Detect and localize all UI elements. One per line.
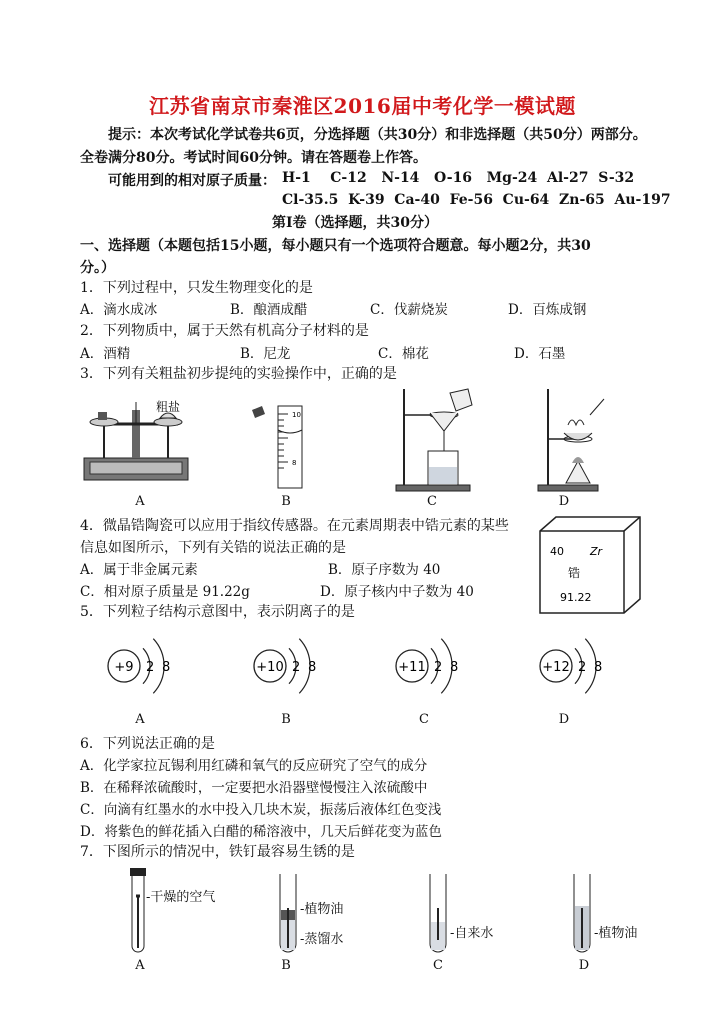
q1-stem: 1．下列过程中，只发生物理变化的是 (80, 280, 313, 296)
q7-caption-a: A (135, 958, 145, 973)
q7-label-tap-water-text: 自来水 (454, 926, 494, 941)
q7-tube-d (568, 870, 598, 960)
atomic-mass-row-1: H-1 C-12 N-14 O-16 Mg-24 Al-27 S-32 (282, 170, 635, 186)
q5-shell-electrons: 2 (292, 660, 301, 675)
q6-option-d: D．将紫色的鲜花插入白醋的稀溶液中，几天后鲜花变为蓝色 (80, 824, 442, 840)
q5-shell-electrons: 2 (434, 660, 443, 675)
section-one-line-2: 分。） (80, 260, 115, 276)
q7-caption-c: C (433, 958, 443, 973)
q3-caption-b: B (281, 494, 291, 509)
q5-ion-diagrams (80, 622, 640, 712)
q5-nucleus-charge: +12 (542, 660, 570, 675)
q5-shell-electrons: 2 (146, 660, 155, 675)
q4-element-symbol: Zr (590, 545, 603, 558)
q5-shell-electrons: 2 (578, 660, 587, 675)
q7-label-oil-d: -植物油 (594, 926, 638, 941)
q5-caption-d: D (558, 712, 570, 727)
q7-label-dry-air: -干燥的空气 (146, 890, 216, 905)
q7-label-distilled-water-text: 蒸馏水 (304, 932, 344, 947)
atomic-mass-row-2: Cl-35.5 K-39 Ca-40 Fe-56 Cu-64 Zn-65 Au-197 (282, 192, 671, 208)
q6-option-a: A．化学家拉瓦锡利用红磷和氧气的反应研究了空气的成分 (80, 758, 428, 774)
q4-option-a: A．属于非金属元素 (80, 562, 198, 578)
q3-figure-cylinder (248, 402, 312, 490)
q3-figure-filtration (390, 385, 480, 493)
q7-label-oil-b-text: 植物油 (304, 902, 344, 917)
q5-caption-b: B (281, 712, 291, 727)
q2-option-a: A．酒精 (80, 346, 131, 362)
q3-scale-8: 8 (292, 459, 297, 467)
q6-option-c: C．向滴有红墨水的水中投入几块木炭，振荡后液体红色变浅 (80, 802, 442, 818)
q1-option-a: A．滴水成冰 (80, 302, 158, 318)
q5-nucleus-charge: +11 (398, 660, 426, 675)
q4-option-d: D．原子核内中子数为 40 (320, 584, 474, 600)
q4-option-c: C．相对原子质量是 91.22g (80, 584, 250, 600)
q7-label-dry-air-text: 干燥的空气 (150, 890, 216, 905)
notice-line-2: 全卷满分80分。考试时间60分钟。请在答题卷上作答。 (80, 150, 427, 166)
q7-stem: 7．下图所示的情况中，铁钉最容易生锈的是 (80, 844, 355, 860)
q6-option-b: B．在稀释浓硫酸时，一定要把水沿器壁慢慢注入浓硫酸中 (80, 780, 428, 796)
q5-caption-c: C (419, 712, 429, 727)
q2-option-c: C．棉花 (378, 346, 429, 362)
q4-stem-line-2: 信息如图所示，下列有关锆的说法正确的是 (80, 540, 346, 556)
q1-option-d: D．百炼成钢 (508, 302, 587, 318)
q2-option-b: B．尼龙 (240, 346, 291, 362)
q5-stem: 5．下列粒子结构示意图中，表示阴离子的是 (80, 604, 355, 620)
q4-stem-line-1: 4．微晶锆陶瓷可以应用于指纹传感器。在元素周期表中锆元素的某些 (80, 518, 509, 534)
q1-option-c: C．伐薪烧炭 (370, 302, 448, 318)
q2-option-d: D．石墨 (514, 346, 566, 362)
q3-caption-c: C (427, 494, 437, 509)
q5-nucleus-charge: +10 (256, 660, 284, 675)
q5-nucleus-charge: +9 (114, 660, 134, 675)
notice-line-1: 提示：本次考试化学试卷共6页，分选择题（共30分）和非选择题（共50分）两部分。 (108, 127, 647, 143)
q4-element-card (538, 515, 644, 615)
q5-shell-electrons: 8 (308, 660, 317, 675)
q3-caption-d: D (558, 494, 570, 509)
q4-atomic-mass: 91.22 (560, 591, 592, 604)
part-one-heading: 第Ⅰ卷（选择题，共30分） (272, 215, 439, 231)
q3-figure-evaporation (534, 385, 614, 493)
q3-caption-a: A (135, 494, 145, 509)
q4-atomic-number: 40 (550, 545, 564, 558)
exam-title: 江苏省南京市秦淮区2016届中考化学一模试题 (149, 94, 576, 118)
q5-ion-b (254, 639, 316, 694)
q7-label-oil-b: -植物油 (300, 902, 344, 917)
q5-ion-a (108, 639, 170, 694)
q7-label-distilled-water: -蒸馏水 (300, 932, 344, 947)
q3-scale-10: 10 (292, 411, 301, 419)
q3-salt-label: 粗盐 (156, 400, 181, 414)
section-one-line-1: 一、选择题（本题包括15小题，每小题只有一个选项符合题意。每小题2分，共30 (80, 238, 591, 254)
q5-shell-electrons: 8 (450, 660, 459, 675)
q7-label-tap-water: -自来水 (450, 926, 494, 941)
q5-shell-electrons: 8 (594, 660, 603, 675)
q1-option-b: B．酿酒成醋 (230, 302, 308, 318)
q7-tube-a (124, 866, 154, 956)
q5-shell-electrons: 8 (162, 660, 171, 675)
q5-ion-c (396, 639, 458, 694)
q6-stem: 6．下列说法正确的是 (80, 736, 215, 752)
q7-caption-b: B (281, 958, 291, 973)
q5-caption-a: A (135, 712, 145, 727)
q4-option-b: B．原子序数为 40 (328, 562, 441, 578)
q7-label-oil-d-text: 植物油 (598, 926, 638, 941)
q2-stem: 2．下列物质中，属于天然有机高分子材料的是 (80, 323, 369, 339)
q3-stem: 3．下列有关粗盐初步提纯的实验操作中，正确的是 (80, 366, 397, 382)
q7-tube-c (424, 870, 454, 960)
q7-caption-d: D (578, 958, 590, 973)
atomic-mass-label: 可能用到的相对原子质量： (108, 173, 276, 189)
q4-element-name: 锆 (568, 566, 581, 580)
q5-ion-d (540, 639, 602, 694)
